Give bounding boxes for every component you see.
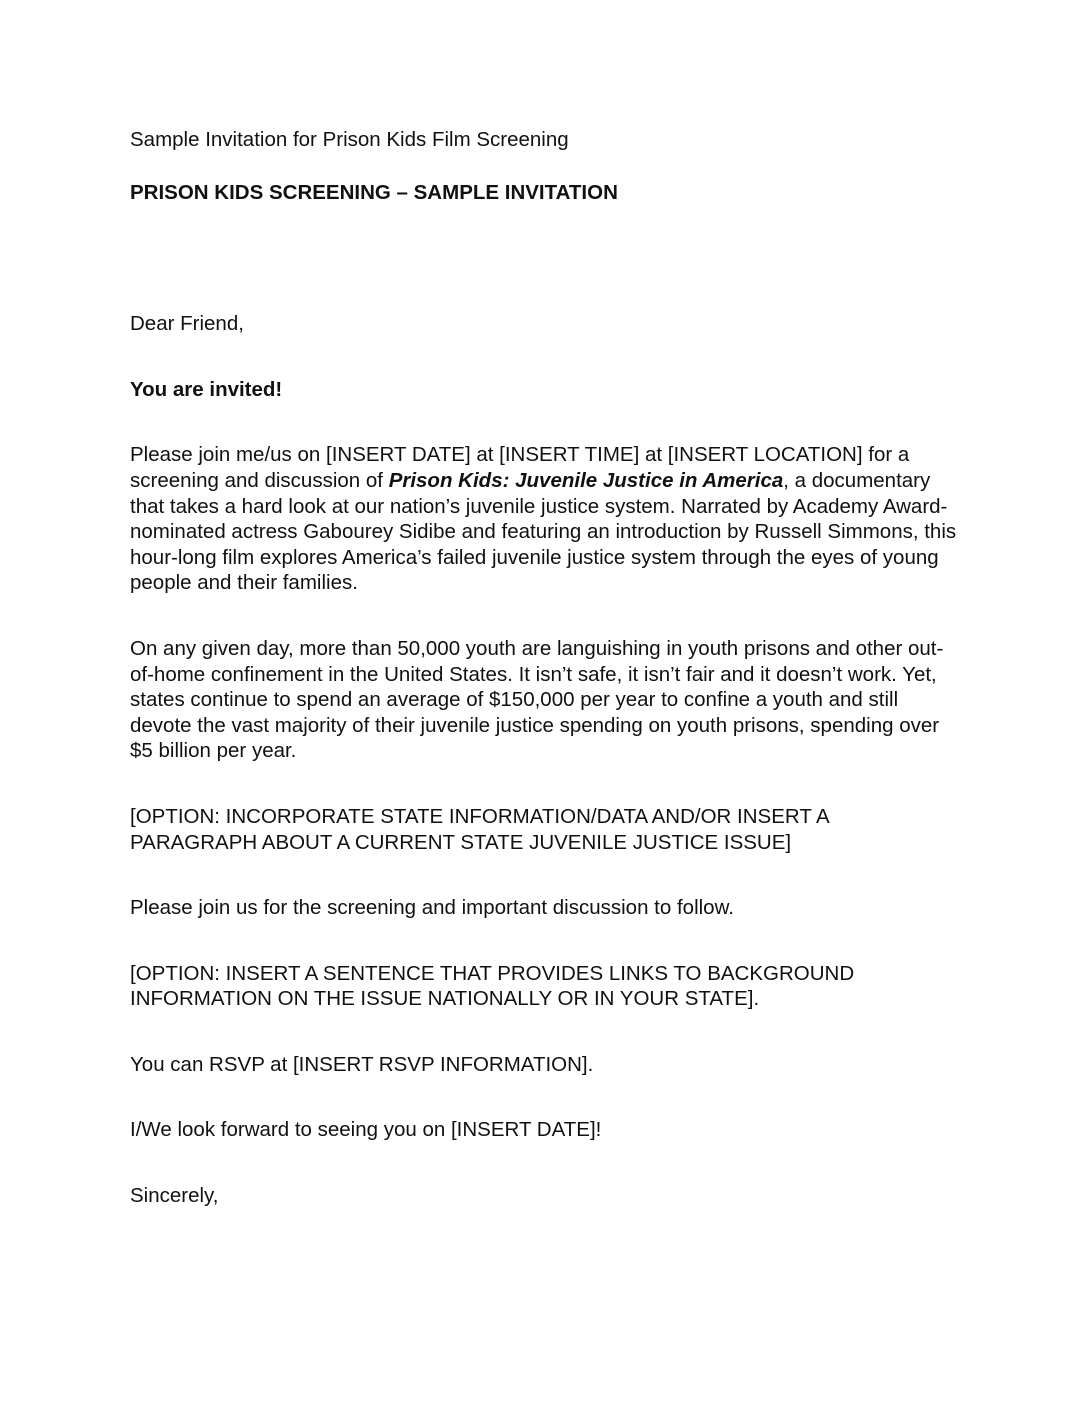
invitation-letter	[130, 127, 960, 1209]
option-background-links: [OPTION: INSERT A SENTENCE THAT PROVIDES LINKS TO BACKGROUND INFORMATION ON THE ISSUE NATIONALLY OR IN YOUR STATE].	[130, 961, 855, 1011]
signoff: Sincerely,	[130, 1184, 219, 1208]
invited-line: You are invited!	[130, 377, 283, 401]
paragraph-statistics: On any given day, more than 50,000 youth are languishing in youth prisons and other out-of-home confinement in the United States. It isn’t safe, it isn’t fair and it doesn’t work. Yet, states continue to spend an average of $150,000 per year to confine a youth and still devote the vast majority of their juvenile justice spending on youth prisons, spending over $5 billion per year.	[130, 636, 944, 763]
paragraph-invitation-intro: Please join me/us on [INSERT DATE] at [INSERT TIME] at [INSERT LOCATION] for a screening and discussion of	[130, 443, 910, 492]
salutation: Dear Friend,	[130, 312, 244, 336]
option-state-information: [OPTION: INCORPORATE STATE INFORMATION/DATA AND/OR INSERT A PARAGRAPH ABOUT A CURRENT STATE JUVENILE JUSTICE ISSUE]	[130, 804, 829, 854]
paragraph-join-us: Please join us for the screening and important discussion to follow.	[130, 896, 734, 920]
document-title: PRISON KIDS SCREENING – SAMPLE INVITATION	[130, 180, 618, 204]
document-header: Sample Invitation for Prison Kids Film Screening	[130, 128, 569, 151]
closing-line: I/We look forward to seeing you on [INSERT DATE]!	[130, 1118, 602, 1142]
paragraph-invitation	[130, 442, 960, 596]
rsvp-line: You can RSVP at [INSERT RSVP INFORMATION].	[130, 1052, 594, 1076]
paragraph-invitation-body: , a documentary that takes a hard look at our nation’s juvenile justice system. Narrated by Academy Award-nominated actress Gabourey Sidibe and featuring an introduction by Russell Simmons, this hour-long film explores America’s failed juvenile justice system through the eyes of young people and their families.	[130, 468, 957, 595]
film-title: Prison Kids: Juvenile Justice in America	[388, 468, 784, 492]
